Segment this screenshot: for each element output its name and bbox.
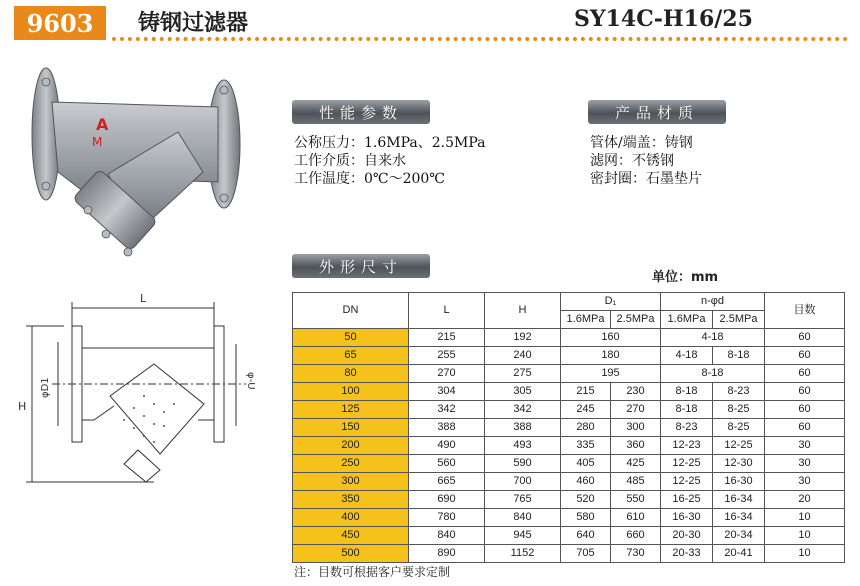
table-cell: 50 bbox=[293, 329, 409, 347]
table-cell: 20-41 bbox=[713, 545, 765, 563]
svg-text:A: A bbox=[96, 115, 109, 134]
table-cell: 160 bbox=[561, 329, 661, 347]
spec-pressure: 公称压力：1.6MPa、2.5MPa bbox=[294, 135, 486, 151]
table-cell: 60 bbox=[765, 401, 845, 419]
table-cell: 8-23 bbox=[661, 419, 713, 437]
table-cell: 730 bbox=[611, 545, 661, 563]
table-cell: 350 bbox=[293, 491, 409, 509]
table-cell: 8-25 bbox=[713, 419, 765, 437]
table-cell: 665 bbox=[409, 473, 485, 491]
table-cell: 300 bbox=[611, 419, 661, 437]
header-nd-p25: 2.5MPa bbox=[713, 311, 765, 329]
table-cell: 16-30 bbox=[713, 473, 765, 491]
drawing-label-h: H bbox=[18, 400, 27, 413]
table-cell: 270 bbox=[611, 401, 661, 419]
table-cell: 100 bbox=[293, 383, 409, 401]
table-cell: 8-18 bbox=[661, 401, 713, 419]
table-cell: 705 bbox=[561, 545, 611, 563]
table-row bbox=[293, 491, 845, 509]
table-cell: 8-25 bbox=[713, 401, 765, 419]
table-cell: 304 bbox=[409, 383, 485, 401]
table-cell: 305 bbox=[485, 383, 561, 401]
table-cell: 215 bbox=[561, 383, 611, 401]
material-spec-list bbox=[590, 134, 702, 188]
table-cell: 4-18 bbox=[661, 329, 765, 347]
table-row bbox=[293, 455, 845, 473]
material-section-title: 产品材质 bbox=[588, 100, 726, 124]
table-cell: 60 bbox=[765, 329, 845, 347]
table-cell: 945 bbox=[485, 527, 561, 545]
table-cell: 400 bbox=[293, 509, 409, 527]
table-cell: 192 bbox=[485, 329, 561, 347]
customization-note: 注：目数可根据客户要求定制 bbox=[294, 565, 451, 579]
table-row bbox=[293, 365, 845, 383]
table-cell: 12-25 bbox=[713, 437, 765, 455]
table-cell: 12-25 bbox=[661, 455, 713, 473]
table-cell: 255 bbox=[409, 347, 485, 365]
table-cell: 425 bbox=[611, 455, 661, 473]
table-cell: 200 bbox=[293, 437, 409, 455]
table-cell: 245 bbox=[561, 401, 611, 419]
product-name: 铸钢过滤器 bbox=[138, 11, 249, 36]
table-cell: 4-18 bbox=[661, 347, 713, 365]
cross-section-drawing bbox=[14, 286, 284, 496]
dimensions-table bbox=[292, 292, 845, 563]
performance-section-title: 性能参数 bbox=[292, 100, 430, 124]
table-row bbox=[293, 401, 845, 419]
table-cell: 275 bbox=[485, 365, 561, 383]
header-d1: D₁ bbox=[561, 293, 661, 311]
table-cell: 840 bbox=[485, 509, 561, 527]
svg-text:M: M bbox=[92, 135, 103, 149]
header-h: H bbox=[485, 293, 561, 329]
table-cell: 8-23 bbox=[713, 383, 765, 401]
table-cell: 10 bbox=[765, 545, 845, 563]
header-mesh: 目数 bbox=[765, 293, 845, 329]
table-cell: 60 bbox=[765, 419, 845, 437]
table-cell: 30 bbox=[765, 437, 845, 455]
table-row bbox=[293, 383, 845, 401]
dimensions-section-title: 外形尺寸 bbox=[292, 254, 430, 278]
product-code-badge: 9603 bbox=[14, 6, 106, 40]
table-cell: 560 bbox=[409, 455, 485, 473]
table-cell: 300 bbox=[293, 473, 409, 491]
table-cell: 890 bbox=[409, 545, 485, 563]
table-row bbox=[293, 437, 845, 455]
drawing-label-d1: φD1 bbox=[40, 377, 51, 398]
spec-medium: 工作介质：自来水 bbox=[294, 153, 406, 169]
table-cell: 20 bbox=[765, 491, 845, 509]
drawing-label-l: L bbox=[140, 292, 147, 305]
table-cell: 30 bbox=[765, 455, 845, 473]
table-cell: 60 bbox=[765, 365, 845, 383]
table-cell: 460 bbox=[561, 473, 611, 491]
table-row bbox=[293, 545, 845, 563]
table-cell: 493 bbox=[485, 437, 561, 455]
table-cell: 700 bbox=[485, 473, 561, 491]
unit-label: 单位：mm bbox=[652, 270, 719, 285]
table-cell: 10 bbox=[765, 527, 845, 545]
table-cell: 360 bbox=[611, 437, 661, 455]
material-mesh: 滤网：不锈钢 bbox=[590, 153, 674, 169]
table-cell: 490 bbox=[409, 437, 485, 455]
table-cell: 215 bbox=[409, 329, 485, 347]
strainer-photo bbox=[28, 62, 248, 262]
drawing-label-d: φ-U bbox=[245, 372, 256, 390]
table-cell: 8-18 bbox=[713, 347, 765, 365]
header-d1-p25: 2.5MPa bbox=[611, 311, 661, 329]
table-cell: 405 bbox=[561, 455, 611, 473]
table-cell: 388 bbox=[485, 419, 561, 437]
table-cell: 1152 bbox=[485, 545, 561, 563]
table-cell: 180 bbox=[561, 347, 661, 365]
table-cell: 485 bbox=[611, 473, 661, 491]
table-row bbox=[293, 527, 845, 545]
header-nd: n-φd bbox=[661, 293, 765, 311]
table-cell: 30 bbox=[765, 473, 845, 491]
table-cell: 20-30 bbox=[661, 527, 713, 545]
header-dn: DN bbox=[293, 293, 409, 329]
table-cell: 16-30 bbox=[661, 509, 713, 527]
header-d1-p16: 1.6MPa bbox=[561, 311, 611, 329]
material-body: 管体/端盖：铸钢 bbox=[590, 135, 693, 151]
table-cell: 16-34 bbox=[713, 491, 765, 509]
table-cell: 125 bbox=[293, 401, 409, 419]
table-cell: 840 bbox=[409, 527, 485, 545]
table-cell: 342 bbox=[409, 401, 485, 419]
table-cell: 8-18 bbox=[661, 383, 713, 401]
table-cell: 500 bbox=[293, 545, 409, 563]
table-cell: 580 bbox=[561, 509, 611, 527]
table-cell: 240 bbox=[485, 347, 561, 365]
table-cell: 590 bbox=[485, 455, 561, 473]
table-cell: 550 bbox=[611, 491, 661, 509]
table-cell: 230 bbox=[611, 383, 661, 401]
table-cell: 10 bbox=[765, 509, 845, 527]
table-cell: 250 bbox=[293, 455, 409, 473]
table-cell: 12-25 bbox=[661, 473, 713, 491]
table-cell: 640 bbox=[561, 527, 611, 545]
table-row bbox=[293, 329, 845, 347]
table-cell: 195 bbox=[561, 365, 661, 383]
header-dotted-rule bbox=[112, 37, 848, 41]
model-number: SY14C-H16/25 bbox=[574, 6, 753, 32]
table-cell: 20-33 bbox=[661, 545, 713, 563]
table-cell: 60 bbox=[765, 347, 845, 365]
table-cell: 8-18 bbox=[661, 365, 765, 383]
table-cell: 280 bbox=[561, 419, 611, 437]
table-cell: 20-34 bbox=[713, 527, 765, 545]
table-row bbox=[293, 473, 845, 491]
header-l: L bbox=[409, 293, 485, 329]
spec-temperature: 工作温度：0℃～200℃ bbox=[294, 171, 445, 187]
table-cell: 12-30 bbox=[713, 455, 765, 473]
performance-spec-list bbox=[294, 134, 485, 188]
table-cell: 270 bbox=[409, 365, 485, 383]
table-cell: 450 bbox=[293, 527, 409, 545]
header-nd-p16: 1.6MPa bbox=[661, 311, 713, 329]
table-cell: 765 bbox=[485, 491, 561, 509]
table-cell: 16-25 bbox=[661, 491, 713, 509]
table-cell: 690 bbox=[409, 491, 485, 509]
table-row bbox=[293, 509, 845, 527]
material-seal: 密封圈：石墨垫片 bbox=[590, 171, 702, 187]
table-cell: 660 bbox=[611, 527, 661, 545]
table-cell: 520 bbox=[561, 491, 611, 509]
table-cell: 388 bbox=[409, 419, 485, 437]
table-cell: 335 bbox=[561, 437, 611, 455]
table-cell: 16-34 bbox=[713, 509, 765, 527]
table-cell: 65 bbox=[293, 347, 409, 365]
table-cell: 780 bbox=[409, 509, 485, 527]
table-cell: 80 bbox=[293, 365, 409, 383]
table-row bbox=[293, 347, 845, 365]
table-cell: 150 bbox=[293, 419, 409, 437]
table-cell: 342 bbox=[485, 401, 561, 419]
table-row bbox=[293, 419, 845, 437]
table-cell: 610 bbox=[611, 509, 661, 527]
table-cell: 12-23 bbox=[661, 437, 713, 455]
table-cell: 60 bbox=[765, 383, 845, 401]
